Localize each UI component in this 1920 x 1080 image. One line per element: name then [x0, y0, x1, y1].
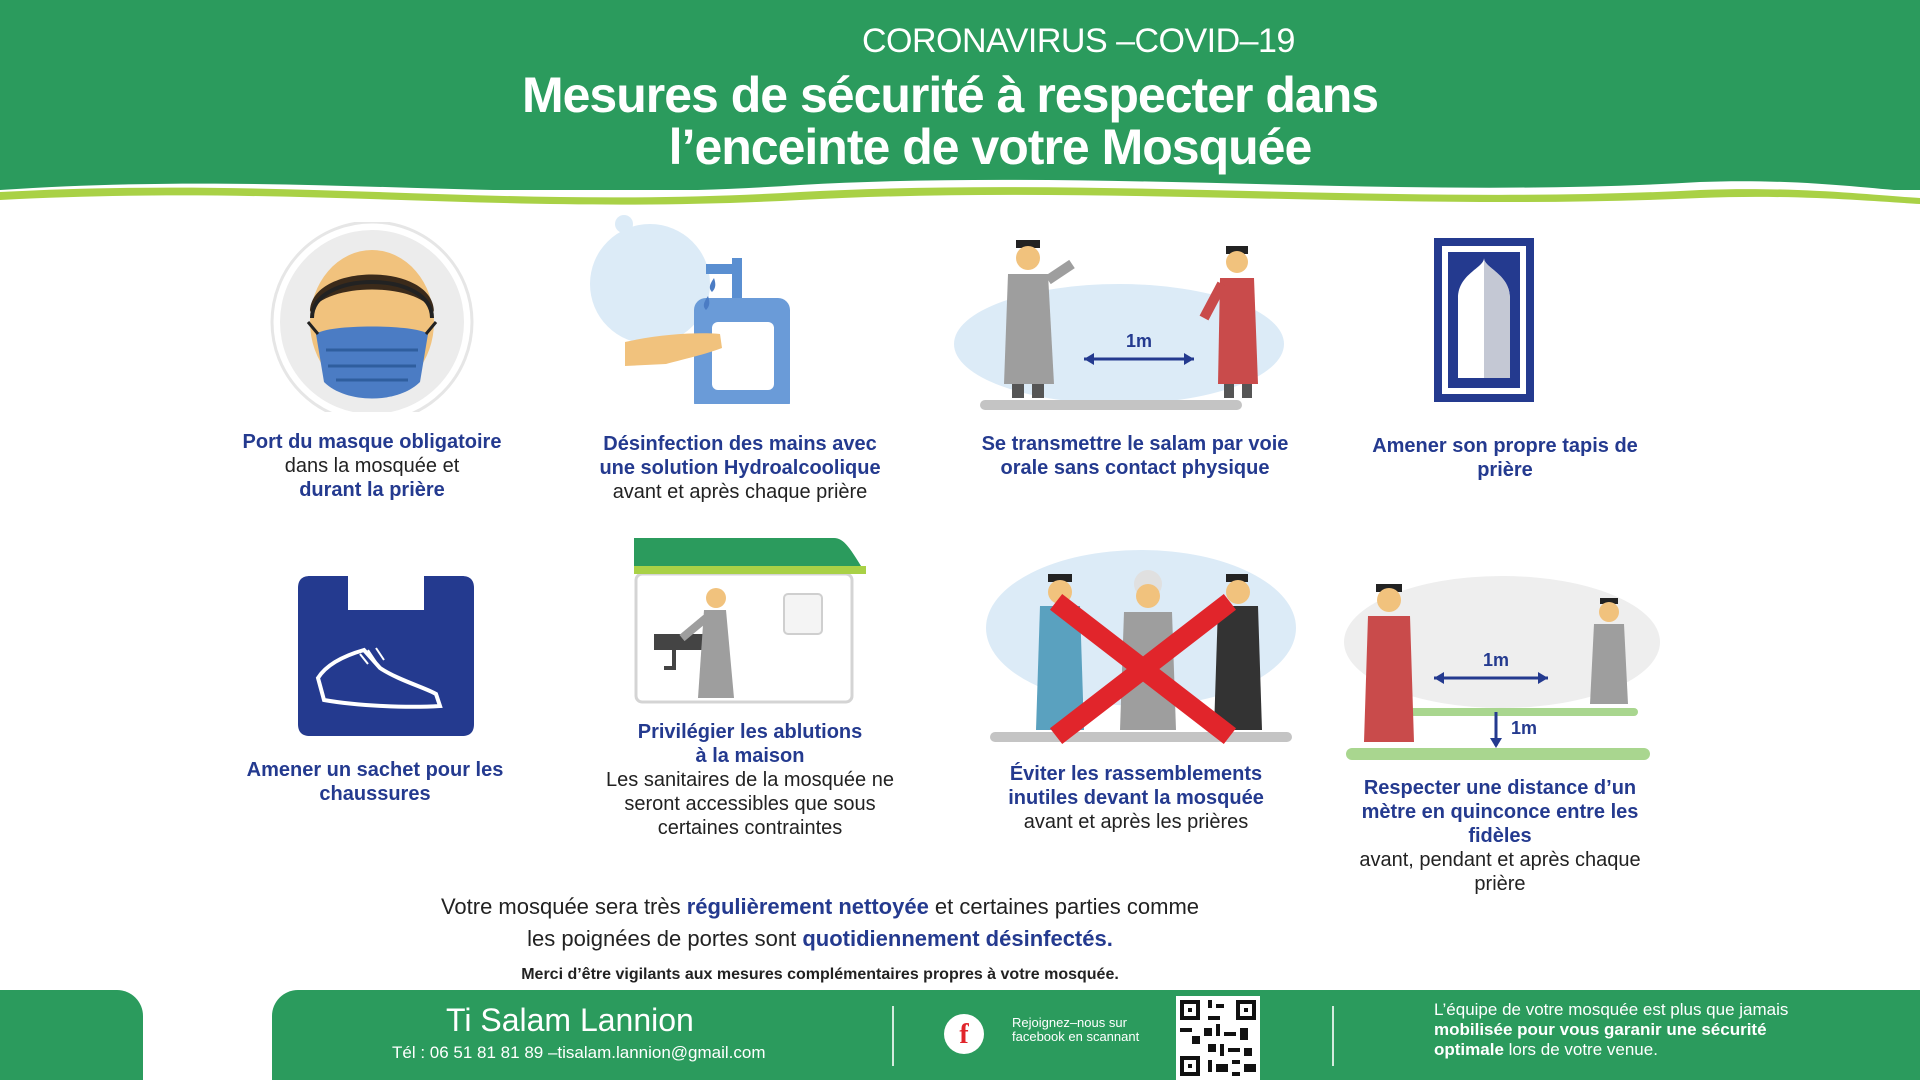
caption-distance-normal2: prière	[1474, 873, 1526, 895]
face-mask-icon	[248, 222, 496, 412]
caption-gathering-bold1: Éviter les rassemblements	[1009, 763, 1263, 785]
caption-greeting-bold2: orale sans contact physique	[1000, 457, 1270, 479]
caption-shoes-bold2: chaussures	[319, 783, 431, 805]
page-title-line2: l’enceinte de votre Mosquée	[668, 119, 1312, 175]
mosque-name: Ti Salam Lannion	[446, 1002, 694, 1038]
facebook-icon[interactable]: f	[944, 1014, 984, 1054]
caption-sanitizer-normal: avant et après chaque prière	[612, 481, 868, 503]
page-title-line1: Mesures de sécurité à respecter dans	[521, 67, 1379, 123]
shoe-bag-icon	[298, 576, 474, 736]
caption-rug	[1340, 434, 1670, 482]
caption-ablution-normal3: certaines contraintes	[657, 817, 843, 839]
caption-distance-bold3: fidèles	[1468, 825, 1532, 847]
vigilance-notice: Merci d’être vigilants aux mesures complémentaires propres à votre mosquée.	[521, 966, 1119, 983]
team-message-line2: mobilisée pour vous garanir une sécurité	[1434, 1020, 1767, 1039]
notice-l1-a: Votre mosquée sera très	[440, 894, 687, 919]
notice-l1-c: et certaines parties comme	[928, 894, 1200, 919]
caption-sanitizer-bold1: Désinfection des mains avec	[603, 433, 877, 455]
caption-gathering-normal: avant et après les prières	[1023, 811, 1249, 833]
caption-ablution-bold2: à la maison	[695, 745, 805, 767]
caption-distance-bold1: Respecter une distance d’un	[1363, 777, 1637, 799]
caption-ablution	[580, 720, 920, 840]
caption-greeting	[950, 432, 1320, 480]
caption-mask-normal: dans la mosquée et	[284, 455, 460, 477]
notice-l2-b: quotidiennement désinfectés.	[802, 926, 1113, 951]
cleaning-notice-line2	[0, 926, 1780, 952]
team-message	[1434, 1000, 1894, 1060]
caption-mask-bold2: durant la prière	[299, 479, 445, 501]
cleaning-notice-line1	[0, 894, 1780, 920]
facebook-join-line2: facebook en scannant	[1012, 1029, 1140, 1044]
caption-greeting-bold1: Se transmettre le salam par voie	[981, 433, 1289, 455]
facebook-join-text	[1012, 1016, 1139, 1044]
header-kicker: CORONAVIRUS –COVID–19	[862, 22, 1295, 60]
team-message-line4: lors de votre venue.	[1503, 1040, 1658, 1059]
caption-gathering	[950, 762, 1322, 834]
facebook-join-line1: Rejoignez–nous sur	[1012, 1015, 1127, 1030]
header-banner	[0, 0, 1920, 215]
team-message-line1: L’équipe de votre mosquée est plus que jamais	[1434, 1000, 1789, 1019]
team-message-line3: optimale	[1434, 1040, 1504, 1059]
caption-mask	[208, 430, 536, 502]
caption-shoes-bold1: Amener un sachet pour les	[246, 759, 504, 781]
caption-distance	[1320, 776, 1680, 896]
caption-sanitizer-bold2: une solution Hydroalcoolique	[599, 457, 881, 479]
qr-code-icon[interactable]	[1176, 996, 1260, 1080]
footer-left-tab	[0, 990, 143, 1080]
caption-gathering-bold2: inutiles devant la mosquée	[1008, 787, 1264, 809]
staggered-distance-icon	[1336, 562, 1660, 764]
caption-sanitizer	[560, 432, 920, 504]
prayer-rug-icon	[1434, 238, 1534, 402]
footer-divider-2	[1332, 1006, 1334, 1066]
caption-ablution-normal2: seront accessibles que sous	[624, 793, 876, 815]
no-gathering-icon	[986, 550, 1296, 746]
notice-l2-a: les poignées de portes sont	[527, 926, 803, 951]
caption-shoes	[215, 758, 535, 806]
footer-divider-1	[892, 1006, 894, 1066]
caption-ablution-normal1: Les sanitaires de la mosquée ne	[606, 769, 894, 791]
caption-distance-normal1: avant, pendant et après chaque	[1359, 849, 1641, 871]
hand-sanitizer-icon	[580, 214, 820, 404]
stagger-horizontal-label: 1m	[1482, 650, 1510, 670]
no-contact-greeting-icon	[954, 234, 1294, 414]
greeting-distance-label: 1m	[1125, 331, 1153, 351]
notice-l1-b: régulièrement nettoyée	[686, 894, 929, 919]
ablution-sink-icon	[634, 538, 866, 706]
caption-distance-bold2: mètre en quinconce entre les	[1361, 801, 1639, 823]
caption-rug-bold1: Amener son propre tapis de	[1372, 435, 1638, 457]
mosque-contact[interactable]: Tél : 06 51 81 81 89 –tisalam.lannion@gmail.com	[392, 1043, 766, 1062]
stagger-vertical-label: 1m	[1510, 718, 1538, 738]
caption-mask-bold1: Port du masque obligatoire	[242, 431, 502, 453]
caption-ablution-bold1: Privilégier les ablutions	[637, 721, 863, 743]
caption-rug-bold2: prière	[1477, 459, 1533, 481]
